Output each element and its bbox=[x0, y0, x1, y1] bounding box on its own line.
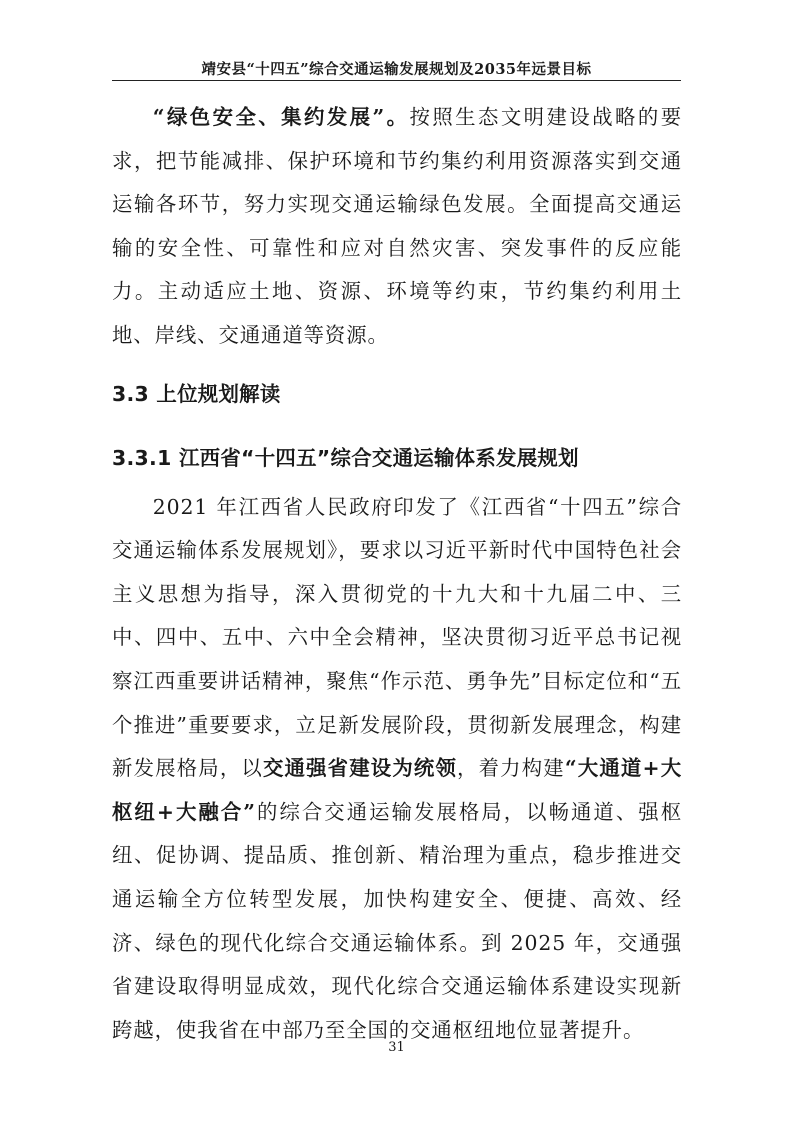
running-header: 靖安县“十四五”综合交通运输发展规划及2035年远景目标 bbox=[201, 61, 592, 78]
paragraph-jiangxi-plan bbox=[112, 486, 682, 1053]
paragraph-green-development bbox=[112, 96, 682, 358]
section-heading-3-3-1: 3.3.1 江西省“十四五”综合交通运输体系发展规划 bbox=[112, 445, 579, 470]
page-number: 31 bbox=[388, 1040, 405, 1055]
paragraph-bold-pattern: “大通道+大枢纽+大融合” bbox=[112, 756, 682, 824]
paragraph-bold-leading-role: 交通强省建设为统领 bbox=[262, 756, 458, 781]
page-content bbox=[112, 96, 682, 1052]
paragraph-text-part-2: ，着力构建 bbox=[457, 756, 565, 781]
paragraph-text-part-3: 的综合交通运输发展格局，以畅通道、强枢纽、促协调、提品质、推创新、精治理为重点，稳步推进交通运输全方位转型发展，加快构建安全、便捷、高效、经济、绿色的现代化综合交通运输体系。到 2025 年，交通强省建设取得明显成效，现代化综合交通运输体系建设实现新跨越，使我省在中部乃至全国的交通枢纽地位显著提升。 bbox=[112, 799, 682, 1042]
paragraph-body: 按照生态文明建设战略的要求，把节能减排、保护环境和节约集约利用资源落实到交通运输各环节，努力实现交通运输绿色发展。全面提高交通运输的安全性、可靠性和应对自然灾害、突发事件的反应能力。主动适应土地、资源、环境等约束，节约集约利用土地、岸线、交通通道等资源。 bbox=[112, 105, 682, 347]
header-rule bbox=[112, 80, 681, 81]
paragraph-text-part-1: 2021 年江西省人民政府印发了《江西省“十四五”综合交通运输体系发展规划》，要求以习近平新时代中国特色社会主义思想为指导，深入贯彻党的十九大和十九届二中、三中、四中、五中、六中全会精神，坚决贯彻习近平总书记视察江西重要讲话精神，聚焦“作示范、勇争先”目标定位和“五个推进”重要要求，立足新发展阶段，贯彻新发展理念，构建新发展格局，以 bbox=[112, 494, 682, 781]
section-heading-3-3: 3.3 上位规划解读 bbox=[112, 381, 281, 406]
paragraph-lead: “绿色安全、集约发展”。 bbox=[152, 105, 410, 129]
